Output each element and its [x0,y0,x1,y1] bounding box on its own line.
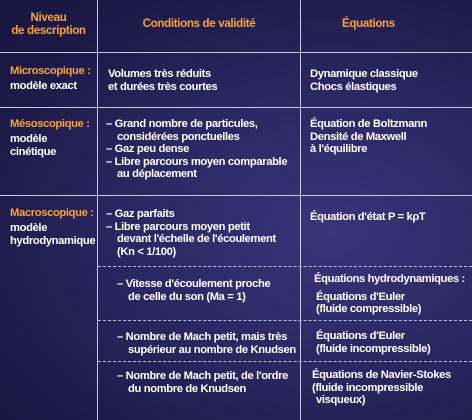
dashed-divider [98,361,472,362]
equation-line: (fluide incompressible) [316,342,431,355]
condition-line: – Gaz parfaits [106,208,175,220]
subrow-1-conditions [117,278,270,303]
equation-line: Chocs élastiques [310,80,397,93]
condition-line: supérieur au nombre de Knudsen [128,343,296,356]
subrow-3-conditions [117,370,288,395]
row-divider [0,52,472,53]
dashed-divider [98,320,472,321]
condition-line: devant l'échelle de l'écoulement [117,233,276,246]
condition-line: – Libre parcours moyen petit [106,220,250,233]
condition-line: au déplacement [117,168,197,181]
subrow-2-equations [316,330,430,355]
level-macro: Macroscopique : [10,207,94,219]
header-niveau-line: de description [11,23,86,37]
level-meso-sub [10,133,56,158]
condition-line: – Grand nombre de particules, [106,118,258,130]
level-meso: Mésoscopique : [10,118,90,130]
sub-line: modèle [10,133,48,145]
column-divider [97,0,98,420]
column-divider [300,0,301,420]
equation-line: visqueux) [316,394,366,407]
header-conditions: Conditions de validité [142,17,256,30]
condition-line: de celle du son (Ma = 1) [128,290,246,303]
equation-line: (fluide incompressible [312,381,424,394]
condition-line: (Kn < 1/100) [117,245,176,258]
equation-line: Équations d'Euler [316,290,405,303]
header-equations: Équations [342,17,395,30]
condition-line: – Libre parcours moyen comparable [106,155,288,168]
equation-line: Équation de Boltzmann [310,118,427,130]
macro-conditions [106,208,276,258]
dashed-divider [98,266,472,267]
micro-conditions [108,68,217,93]
header-niveau-line: Niveau [30,11,67,24]
equation-line: Densité de Maxwell [310,130,407,143]
equation-line: Dynamique classique [310,68,418,80]
condition-line: – Vitesse d'écoulement proche [117,278,271,290]
header-niveau [0,12,97,37]
macro-equation-state: Équation d'état P = kρT [310,211,426,223]
row-divider [0,195,472,196]
condition-line: du nombre de Knudsen [128,382,246,395]
sub-line: hydrodynamique [10,234,96,247]
subrow-3-equations [312,369,451,407]
level-micro-sub: modèle exact [10,80,77,92]
equation-line: à l'équilibre [310,143,368,156]
condition-line: et durées très courtes [108,80,218,93]
condition-line: – Nombre de Mach petit, de l'ordre [117,370,289,382]
equation-line: Équations d'Euler [316,330,405,342]
condition-line: – Gaz peu dense [106,143,190,156]
row-divider [0,107,472,108]
condition-line: considérées ponctuelles [117,130,240,143]
level-macro-sub [10,222,95,247]
micro-equations [310,68,418,93]
subrow-1-equations [314,273,465,316]
equation-line: Équations hydrodynamiques : [314,273,465,285]
subrow-2-conditions [117,331,296,356]
equation-line: Équations de Navier-Stokes [312,369,451,381]
equation-line: (fluide compressible) [316,303,422,316]
level-micro: Microscopique : [10,65,91,77]
condition-line: Volumes très réduits [108,68,211,80]
meso-conditions [106,118,287,181]
meso-equations [310,118,427,156]
sub-line: modèle [10,222,48,234]
sub-line: cinétique [10,145,56,158]
condition-line: – Nombre de Mach petit, mais très [117,331,287,343]
